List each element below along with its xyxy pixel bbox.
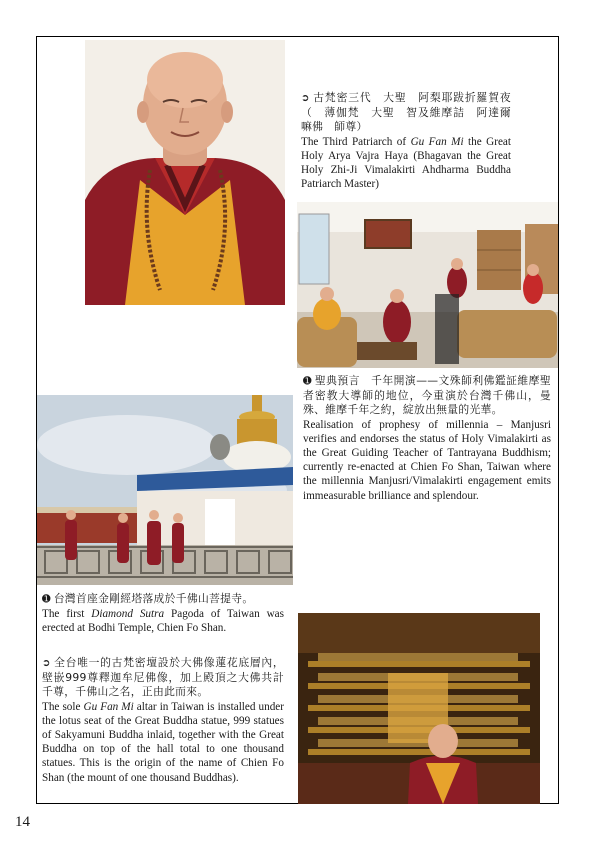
patriarch-portrait-photo	[85, 40, 285, 305]
prophecy-caption	[303, 374, 551, 503]
pagoda-photo	[37, 395, 293, 585]
altar-caption-en: The sole Gu Fan Mi altar in Taiwan is installed under the lotus seat of the Great Buddha statue, 999 statues of Sakyamuni Buddha inlaid, together with the Great Buddha on top of the hall total to one thousand statues. This is the origin of the name of Chien Fo Shan (the mount of one thousand Buddhas).	[42, 700, 284, 784]
arrow-bullet-icon: ➲	[42, 658, 51, 669]
patriarch-caption-zh: 古梵密三代 大聖 阿梨耶跋折羅賀夜（ 薄伽梵 大聖 智及維摩詰 阿達爾嘛佛 師尊）	[301, 91, 511, 134]
altar-hall-photo	[298, 613, 540, 804]
bullet-icon: ➊	[42, 594, 51, 605]
patriarch-caption-en: The Third Patriarch of Gu Fan Mi the Great Holy Arya Vajra Haya (Bhagavan the Great Holy Zhi-Ji Vimalakirti Ahdharma Buddha Patriarch Master)	[301, 135, 512, 191]
pagoda-caption	[42, 592, 284, 636]
pagoda-caption-zh: 台灣首座金剛經塔落成於千佛山菩提寺。	[53, 592, 254, 605]
page-number: 14	[15, 814, 30, 830]
bullet-icon: ➊	[303, 376, 312, 387]
altar-caption	[42, 656, 284, 785]
meeting-room-photo	[297, 202, 558, 368]
altar-caption-zh: 全台唯一的古梵密壇設於大佛像蓮花底層內，壁嵌999尊釋迦牟尼佛像，加上殿頂之大佛共計千尊，千佛山之名，正由此而來。	[42, 656, 284, 699]
patriarch-caption	[301, 91, 511, 191]
prophecy-caption-zh: 聖典預言 千年開演——文殊師利佛鑑証維摩聖者密教大導師的地位，今重演於台灣千佛山，曼殊、維摩千年之約，綻放出無量的光華。	[303, 374, 551, 417]
pagoda-caption-en: The first Diamond Sutra Pagoda of Taiwan was erected at Bodhi Temple, Chien Fo Shan.	[42, 608, 284, 635]
prophecy-caption-en: Realisation of prophesy of millennia – Manjusri verifies and endorses the status of Holy Vimalakirti as the Great Guiding Teacher of Tantrayana Buddhism; currently re-enacted at Chien Fo Shan, Taiwan where the millennia Manjusri/Vimalakirti engagement emits immeasurable brilliance and splendour.	[303, 418, 551, 502]
arrow-bullet-icon: ➲	[301, 93, 310, 104]
